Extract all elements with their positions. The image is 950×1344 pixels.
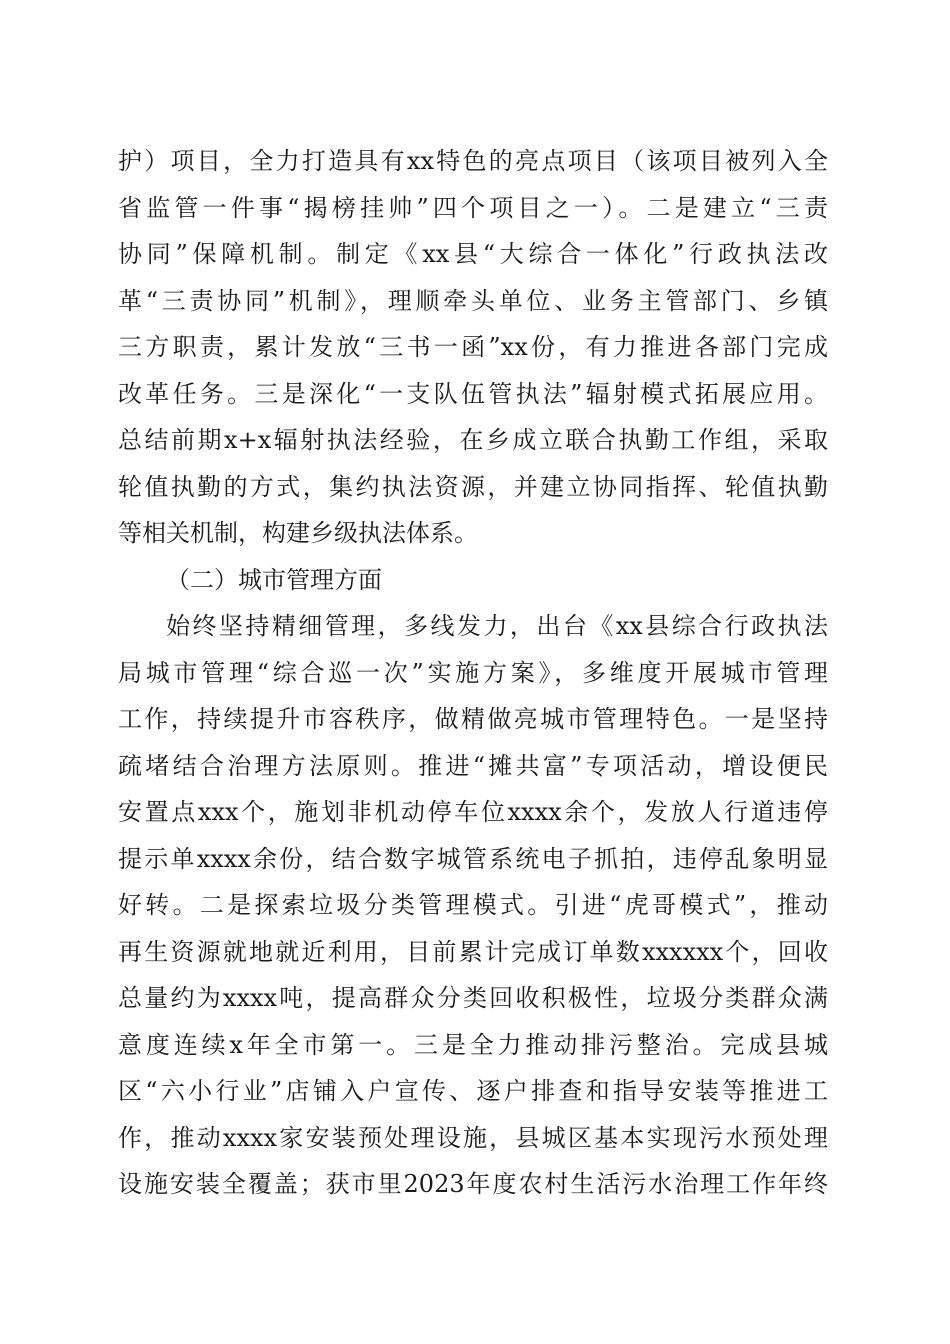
paragraph-2-line-10: 意度连续x年全市第一。三是全力推动排污整治。完成县城 xyxy=(118,1030,828,1059)
paragraph-2-line-1: 始终坚持精细管理，多线发力，出台《xx县综合行政执法 xyxy=(166,612,828,640)
paragraph-2-line-13: 设施安装全覆盖；获市里2023年度农村生活污水治理工作年终 xyxy=(118,1170,828,1198)
paragraph-2-line-9: 总量约为xxxx吨，提高群众分类回收积极性，垃圾分类群众满 xyxy=(118,984,828,1012)
paragraph-1-line-1: 护）项目，全力打造具有xx特色的亮点项目（该项目被列入全 xyxy=(118,147,828,175)
paragraph-1-line-6: 改革任务。三是深化“一支队伍管执法”辐射模式拓展应用。 xyxy=(118,379,828,408)
paragraph-2-line-7: 好转。二是探索垃圾分类管理模式。引进“虎哥模式”，推动 xyxy=(118,891,828,919)
paragraph-2-line-6: 提示单xxxx余份，结合数字城管系统电子抓拍，违停乱象明显 xyxy=(118,844,828,873)
paragraph-2-line-12: 作，推动xxxx家安装预处理设施，县城区基本实现污水预处理 xyxy=(118,1123,828,1152)
paragraph-1-line-8: 轮值执勤的方式，集约执法资源，并建立协同指挥、轮值执勤 xyxy=(118,472,828,501)
paragraph-1-line-7: 总结前期x+x辐射执法经验，在乡成立联合执勤工作组，采取 xyxy=(118,426,828,454)
paragraph-2-line-5: 安置点xxx个，施划非机动停车位xxxx余个，发放人行道违停 xyxy=(118,798,828,826)
paragraph-1-line-9: 等相关机制，构建乡级执法体系。 xyxy=(118,519,478,547)
paragraph-1-line-5: 三方职责，累计发放“三书一函”xx份，有力推进各部门完成 xyxy=(118,333,828,361)
paragraph-1-line-3: 协同”保障机制。制定《xx县“大综合一体化”行政执法改 xyxy=(118,240,828,268)
paragraph-2-line-11: 区“六小行业”店铺入户宣传、逐户排查和指导安装等推进工 xyxy=(118,1077,828,1105)
section-heading: （二）城市管理方面 xyxy=(166,565,382,594)
paragraph-1-line-2: 省监管一件事“揭榜挂帅”四个项目之一）。二是建立“三责 xyxy=(118,193,828,222)
paragraph-2-line-8: 再生资源就地就近利用，目前累计完成订单数xxxxxx个，回收 xyxy=(118,937,828,966)
paragraph-2-line-3: 工作，持续提升市容秩序，做精做亮城市管理特色。一是坚持 xyxy=(118,705,828,733)
document-body xyxy=(118,138,828,1208)
paragraph-2-line-4: 疏堵结合治理方法原则。推进“摊共富”专项活动，增设便民 xyxy=(118,751,828,780)
paragraph-2-line-2: 局城市管理“综合巡一次”实施方案》，多维度开展城市管理 xyxy=(118,658,828,687)
paragraph-1-line-4: 革“三责协同”机制》，理顺牵头单位、业务主管部门、乡镇 xyxy=(118,286,828,315)
